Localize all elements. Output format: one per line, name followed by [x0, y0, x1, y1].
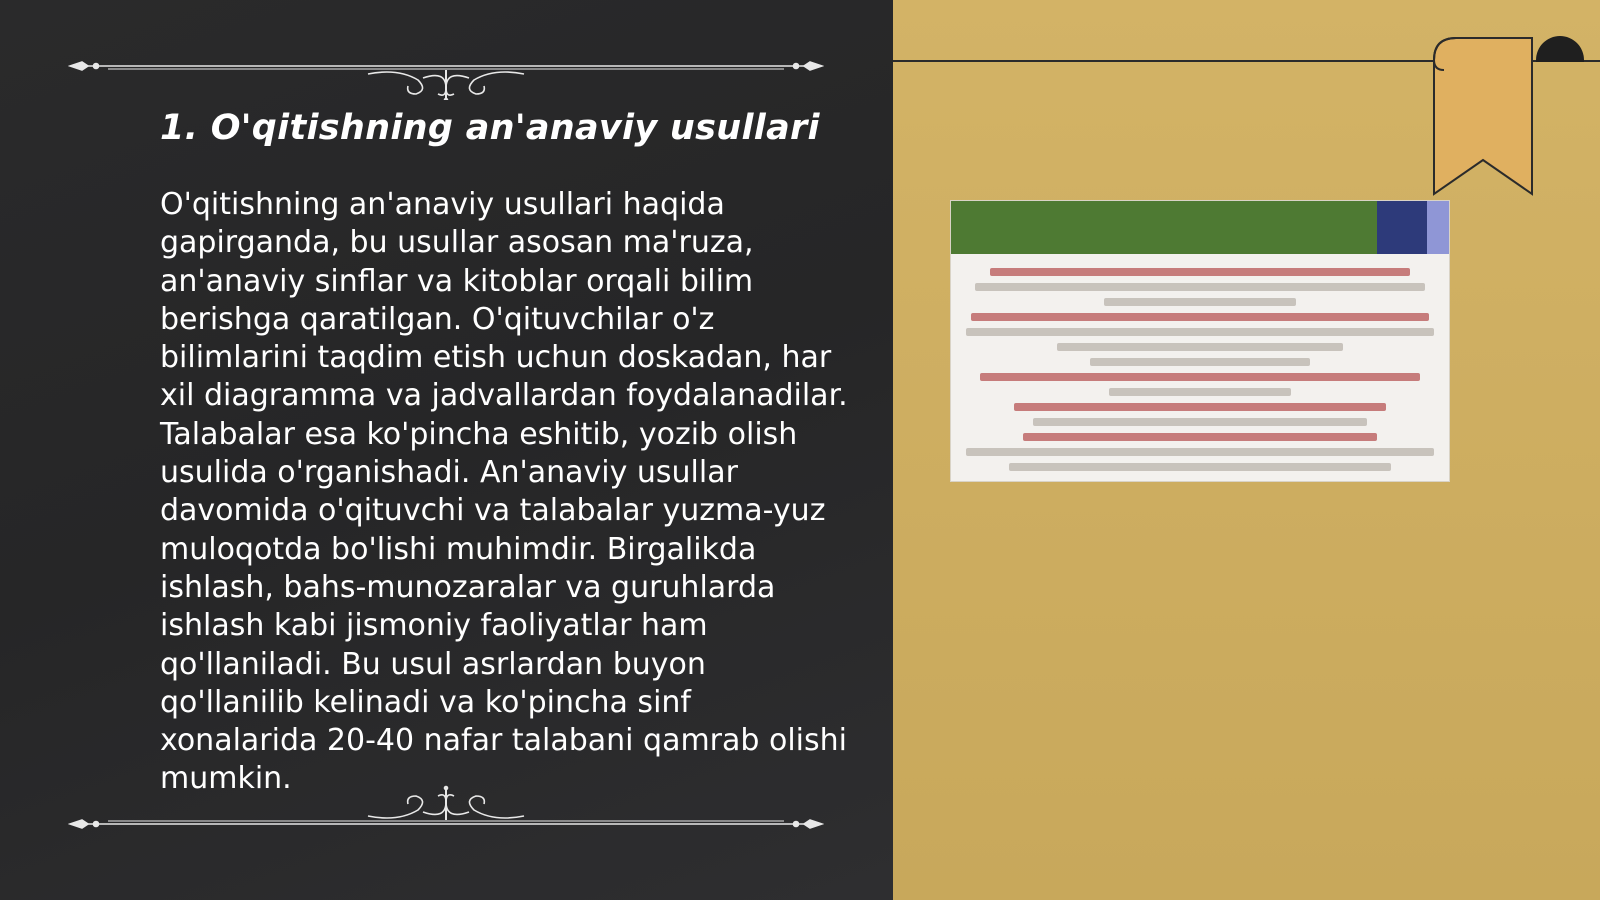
document-thumbnail-image [950, 200, 1450, 482]
bookmark-ribbon-icon [1432, 34, 1572, 204]
document-header-bar [951, 201, 1449, 254]
bottom-ornament-icon [68, 772, 824, 832]
slide-title: 1. O'qitishning an'anaviy usullari [160, 108, 820, 148]
top-ornament-icon [68, 40, 824, 100]
slide-body-text: O'qitishning an'anaviy usullari haqida gapirganda, bu usullar asosan ma'ruza, an'anaviy sinflar va kitoblar orqali bilim berishga qaratilgan. O'qituvchilar o'z bilimlarini taqdim etish uchun doskadan, har xil diagramma va jadvallardan foydalanadilar. Talabalar esa ko'pincha eshitib, yozib olish usulida o'rganishadi. An'anaviy usullar davomida o'qituvchi va talabalar yuzma-yuz muloqotda bo'lishi muhimdir. Birgalikda ishlash, bahs-munozaralar va guruhlarda ishlash kabi jismoniy faoliyatlar ham qo'llaniladi. Bu usul asrlardan buyon qo'llanilib kelinadi va ko'pincha sinf xonalarida 20-40 nafar talabani qamrab olishi mumkin. [160, 187, 848, 797]
